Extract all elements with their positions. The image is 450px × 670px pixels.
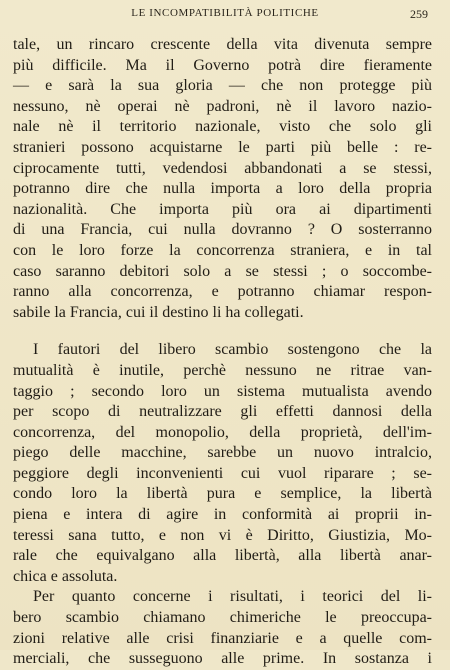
text-line: ciprocamente tutti, vedendosi abbandonati a se stessi,: [13, 159, 432, 177]
text-line: I fautori del libero scambio sostengono che la: [33, 341, 432, 359]
text-line: teressi sana tutto, e non vi è Diritto, Giustizia, Mo-: [13, 526, 432, 544]
body-text: [13, 35, 432, 670]
text-line: nale nè il territorio nazionale, visto che solo gli: [13, 118, 432, 136]
paragraph-2: [13, 340, 432, 587]
text-line: stranieri possono acquistarne le parti più belle : re-: [13, 138, 432, 156]
page-header: [0, 7, 450, 25]
text-line: taggio ; secondo loro un sistema mutualista avendo: [13, 382, 432, 400]
text-line: nessuno, nè operai nè padroni, nè il lavoro nazio-: [13, 97, 432, 115]
text-line: potranno dire che nulla importa a loro della propria: [13, 180, 432, 198]
running-title: LE INCOMPATIBILITÀ POLITICHE: [131, 7, 319, 19]
text-line: sabile la Francia, cui il destino li ha collegati.: [13, 303, 304, 321]
text-line: nazionalità. Che importa più ora ai dipartimenti: [13, 200, 432, 218]
text-line: condo loro la libertà pura e semplice, la libertà: [13, 485, 432, 503]
text-line: concorrenza, del monopolio, della proprietà, dell'im-: [13, 423, 432, 441]
text-line: rale che equivalgano alla libertà, alla libertà anar-: [13, 547, 432, 565]
text-line: ranno alla concorrenza, e potranno chiamar respon-: [13, 283, 432, 301]
text-line: peggiore degli inconvenienti cui vuol riparare ; se-: [13, 464, 432, 482]
text-line: caso saranno debitori solo a se stessi ; o soccombe-: [13, 262, 432, 280]
text-line: tale, un rincaro crescente della vita divenuta sempre: [13, 36, 432, 53]
text-line: merciali, che susseguono alle prime. In sostanza i: [13, 650, 432, 668]
text-line: chica e assoluta.: [13, 567, 118, 585]
paragraph-gap: [13, 323, 432, 340]
text-line: per scopo di neutralizzare gli effetti dannosi della: [13, 403, 432, 421]
text-line: bero scambio chiamano chimeriche le preoccupa-: [13, 609, 432, 627]
text-line: con le loro forze la concorrenza straniera, e in tal: [13, 241, 432, 259]
paragraph-3: [13, 587, 432, 669]
text-line: Per quanto concerne i risultati, i teorici del li-: [33, 588, 432, 606]
text-line: piena e intera di agire in conformità ai proprii in-: [13, 506, 432, 524]
page-number: 259: [410, 7, 428, 21]
text-line: zioni relative alle crisi finanziarie e a quelle com-: [13, 629, 432, 647]
text-line: piego delle macchine, sarebbe un nuovo intralcio,: [13, 444, 432, 462]
text-line: di una Francia, cui nulla dovranno ? O sosterranno: [13, 221, 432, 239]
text-line: mutualità è inutile, perchè nessuno ne ritrae van-: [13, 361, 432, 379]
text-line: — e sarà la sua gloria — che non protegge più: [13, 77, 432, 95]
text-line: più difficile. Ma il Governo potrà dire fieramente: [13, 56, 432, 74]
paragraph-1: [13, 35, 432, 323]
